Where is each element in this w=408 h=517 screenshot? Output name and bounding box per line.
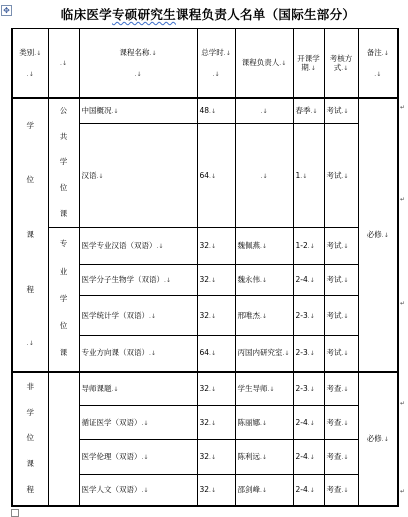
group-degree: 学 位 课 程 .↓	[12, 98, 48, 372]
exam-cell: 考查.↓	[324, 475, 358, 506]
course-name-cell: 医学统计学（双语）.↓	[79, 296, 197, 335]
header-exam: 考核方式.↓	[324, 29, 358, 98]
exam-cell: 考试.↓	[324, 227, 358, 264]
semester-cell: 2-3.↓	[293, 335, 324, 371]
course-name-cell: 汉语.↓	[79, 124, 197, 227]
hours-cell: 32.↓	[197, 440, 235, 475]
semester-cell: 2-3.↓	[293, 372, 324, 406]
course-name-cell: 导师课题.↓	[79, 372, 197, 406]
exam-cell: 考试.↓	[324, 98, 358, 124]
hours-cell: 32.↓	[197, 227, 235, 264]
exam-cell: 考查.↓	[324, 372, 358, 406]
title-prefix: 临床医学	[60, 7, 112, 22]
header-category: 类别.↓ .↓	[12, 29, 48, 98]
exam-cell: 考试.↓	[324, 264, 358, 295]
group-non-degree-blank	[48, 372, 79, 506]
header-semester: 开课学期.↓	[293, 29, 324, 98]
exam-cell: 考试.↓	[324, 124, 358, 227]
header-row	[12, 29, 398, 98]
course-name-cell: 医学人文（双语）.↓	[79, 475, 197, 506]
row-end-mark: ↵	[399, 400, 405, 407]
owner-cell: .↓	[235, 98, 293, 124]
header-blank: .↓	[48, 29, 79, 98]
page-title	[18, 5, 398, 23]
hours-cell: 32.↓	[197, 372, 235, 406]
semester-cell: 2-4.↓	[293, 264, 324, 295]
semester-cell: 1.↓	[293, 124, 324, 227]
exam-cell: 考试.↓	[324, 335, 358, 371]
header-remarks: 备注.↓ .↓	[358, 29, 398, 98]
exam-cell: 考试.↓	[324, 296, 358, 335]
owner-cell: 学生导师.↓	[235, 372, 293, 406]
semester-cell: 2-4.↓	[293, 440, 324, 475]
remarks-non-degree: 必修.↓	[358, 372, 398, 506]
row-end-mark: ↵	[399, 488, 405, 495]
semester-cell: 1-2.↓	[293, 227, 324, 264]
hours-cell: 32.↓	[197, 296, 235, 335]
header-hours: 总学时.↓ .↓	[197, 29, 235, 98]
exam-cell: 考查.↓	[324, 440, 358, 475]
owner-cell: 陈丽娜.↓	[235, 406, 293, 440]
course-name-cell: 医学分子生物学（双语）.↓	[79, 264, 197, 295]
owner-cell: 邵剑峰.↓	[235, 475, 293, 506]
semester-cell: 2-4.↓	[293, 475, 324, 506]
group-non-degree: 非 学 位 课 程	[12, 372, 48, 506]
semester-cell: 春季.↓	[293, 98, 324, 124]
owner-cell: 魏永伟.↓	[235, 264, 293, 295]
hours-cell: 32.↓	[197, 264, 235, 295]
row-end-mark: ↵	[399, 104, 405, 111]
table-row	[12, 98, 398, 124]
row-end-mark: ↵	[399, 196, 405, 203]
paragraph-mark-icon	[11, 509, 19, 517]
hours-cell: 64.↓	[197, 124, 235, 227]
remarks-degree: 必修.↓	[358, 98, 398, 372]
group-major: 专 业 学 位 课	[48, 227, 79, 372]
owner-cell: 魏佩燕.↓	[235, 227, 293, 264]
course-name-cell: 中国概况.↓	[79, 98, 197, 124]
hours-cell: 32.↓	[197, 406, 235, 440]
owner-cell: 陈利远.↓	[235, 440, 293, 475]
row-end-mark: ↵	[399, 300, 405, 307]
owner-cell: 邢唯杰.↓	[235, 296, 293, 335]
hours-cell: 48.↓	[197, 98, 235, 124]
course-name-cell: 专业方向课（双语）.↓	[79, 335, 197, 371]
semester-cell: 2-3.↓	[293, 296, 324, 335]
header-course-name: 课程名称.↓ .↓	[79, 29, 197, 98]
title-suffix: 课程负责人名单（国际生部分）	[176, 7, 356, 22]
group-public: 公 共 学 位 课	[48, 98, 79, 228]
course-name-cell: 医学伦理（双语）.↓	[79, 440, 197, 475]
owner-cell: 丙国内研究室.↓	[235, 335, 293, 371]
hours-cell: 32.↓	[197, 475, 235, 506]
title-underlined: 专硕研究生	[111, 7, 176, 22]
course-name-cell: 医学专业汉语（双语）.↓	[79, 227, 197, 264]
exam-cell: 考查.↓	[324, 406, 358, 440]
header-owner: 课程负责人.↓	[235, 29, 293, 98]
table-row	[12, 227, 398, 264]
course-table	[11, 28, 399, 507]
hours-cell: 64.↓	[197, 335, 235, 371]
table-move-handle-icon[interactable]: ✥	[1, 5, 12, 16]
course-name-cell: 循证医学（双语）.↓	[79, 406, 197, 440]
owner-cell: .↓	[235, 124, 293, 227]
semester-cell: 2-4.↓	[293, 406, 324, 440]
table-row	[12, 372, 398, 406]
